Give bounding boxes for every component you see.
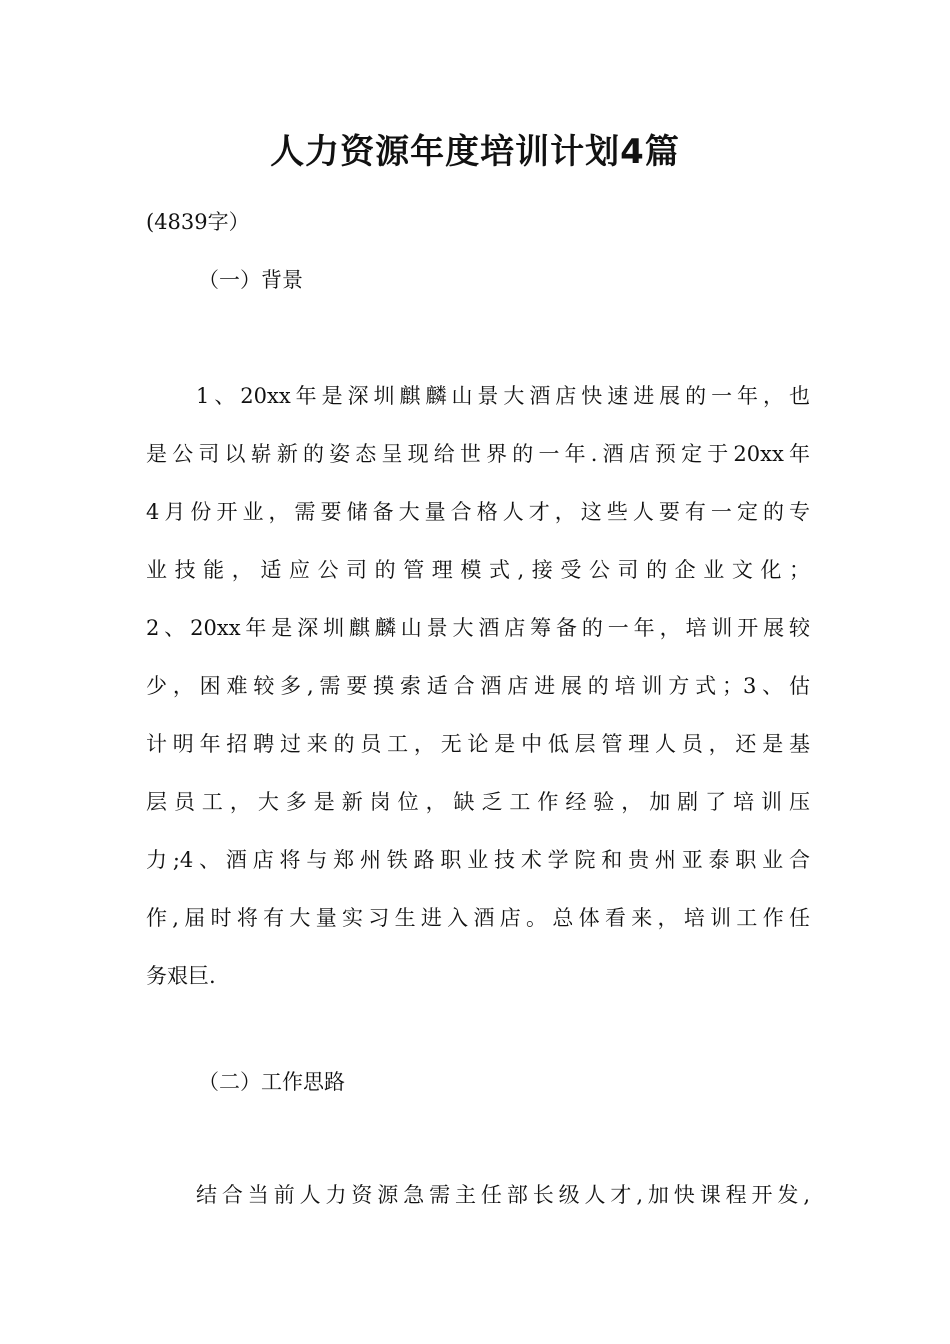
paragraph-line: 计明年招聘过来的员工，无论是中低层管理人员，还是基 <box>146 732 810 756</box>
paragraph-line: 1、20xx年是深圳麒麟山景大酒店快速进展的一年，也 <box>196 384 810 408</box>
word-count: (4839字） <box>146 210 250 234</box>
document-title: 人力资源年度培训计划4篇 <box>270 132 680 172</box>
paragraph-line: 2、20xx年是深圳麒麟山景大酒店筹备的一年，培训开展较 <box>146 616 810 640</box>
paragraph-line: 力;4、酒店将与郑州铁路职业技术学院和贵州亚泰职业合 <box>146 848 810 872</box>
paragraph-line: 作,届时将有大量实习生进入酒店。总体看来，培训工作任 <box>146 906 810 930</box>
section-heading-background: （一）背景 <box>198 268 303 292</box>
paragraph-line: 少，困难较多,需要摸索适合酒店进展的培训方式；3、估 <box>146 674 810 698</box>
section-heading-work-approach: （二）工作思路 <box>198 1070 345 1094</box>
paragraph-line: 是公司以崭新的姿态呈现给世界的一年.酒店预定于20xx年 <box>146 442 810 466</box>
paragraph-line: 结合当前人力资源急需主任部长级人才,加快课程开发, <box>196 1183 810 1207</box>
paragraph-line: 业技能，适应公司的管理模式,接受公司的企业文化； <box>146 558 810 582</box>
background-paragraph <box>146 367 810 1005</box>
paragraph-line: 务艰巨. <box>146 964 216 988</box>
paragraph-line: 4月份开业，需要储备大量合格人才，这些人要有一定的专 <box>146 500 810 524</box>
work-approach-paragraph <box>146 1166 810 1224</box>
paragraph-line: 层员工，大多是新岗位，缺乏工作经验，加剧了培训压 <box>146 790 810 814</box>
